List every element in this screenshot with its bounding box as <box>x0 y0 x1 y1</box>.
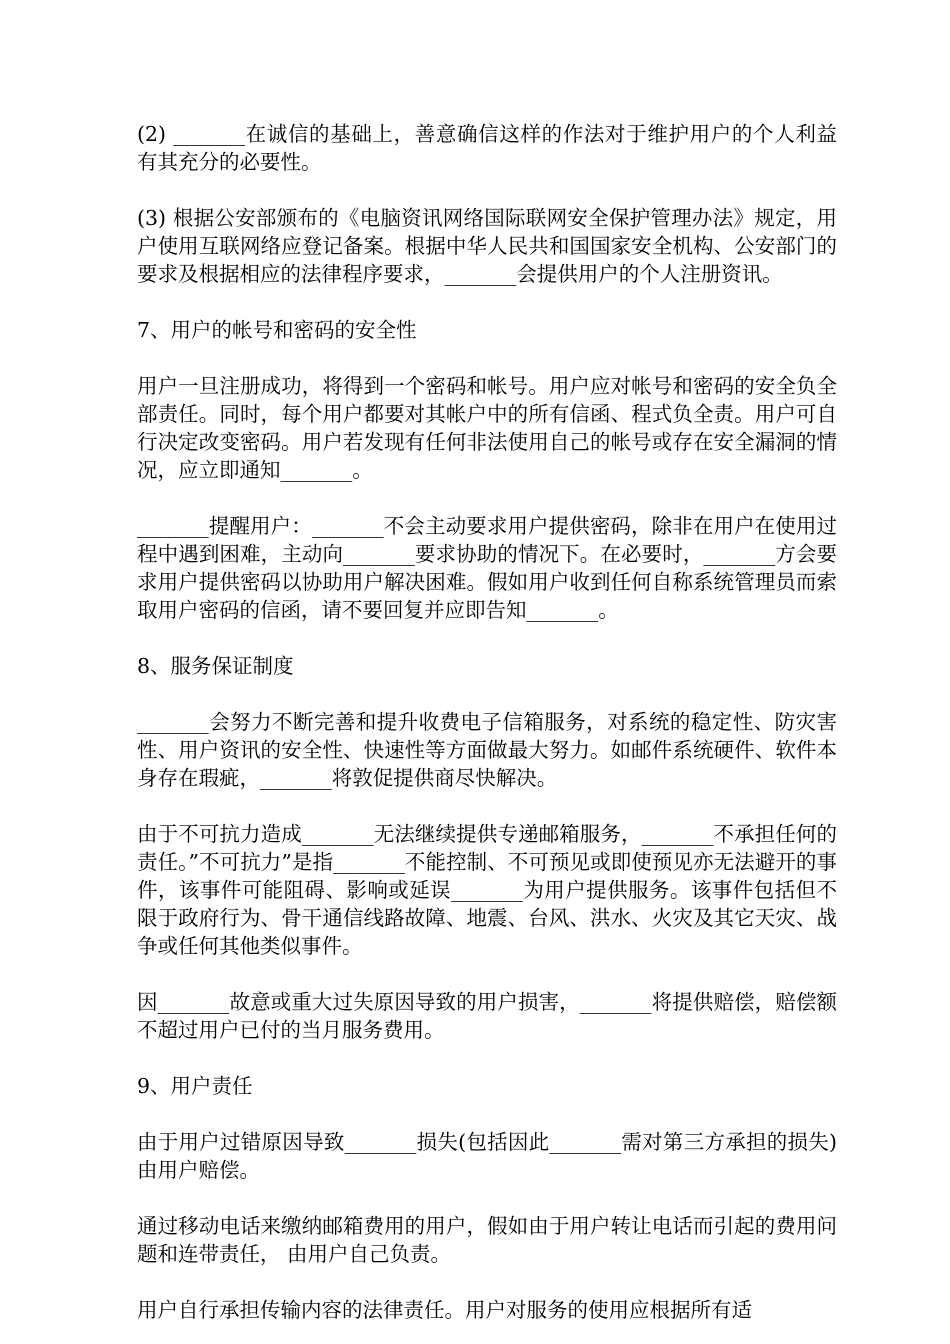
paragraph-mobile-payment: 通过移动电话来缴纳邮箱费用的用户，假如由于用户转让电话而引起的费用问题和连带责任， 由用户自己负责。 <box>137 1214 837 1266</box>
paragraph-content-liability: 用户自行承担传输内容的法律责任。用户对服务的使用应根据所有适 <box>137 1298 752 1322</box>
section-heading-7: 7、用户的帐号和密码的安全性 <box>137 318 417 342</box>
paragraph-user-fault: 由于用户过错原因导致_______损失(包括因此_______需对第三方承担的损失)由用户赔偿。 <box>137 1130 837 1182</box>
paragraph-password-reminder: _______提醒用户：_______不会主动要求用户提供密码，除非在用户在使用过程中遇到困难，主动向_______要求协助的情况下。在必要时，_______方会要求用户提供密码以协助用户解决困难。假如用户收到任何自称系统管理员而索取用户密码的信函，请不要回复并应即告知_______。 <box>137 514 837 622</box>
paragraph-service-improvement: _______会努力不断完善和提升收费电子信箱服务，对系统的稳定性、防灾害性、用户资讯的安全性、快速性等方面做最大努力。如邮件系统硬件、软件本身存在瑕疵，_______将敦促提供商尽快解决。 <box>137 710 837 790</box>
paragraph-force-majeure: 由于不可抗力造成_______无法继续提供专递邮箱服务，_______不承担任何的责任。”不可抗力”是指_______不能控制、不可预见或即使预见亦无法避开的事件，该事件可能阻碍、影响或延误_______为用户提供服务。该事件包括但不限于政府行为、骨干通信线路故障、地震、台风、洪水、火灾及其它天灾、战争或任何其他类似事件。 <box>137 822 837 958</box>
document-page <box>137 120 837 1324</box>
paragraph-compensation: 因_______故意或重大过失原因导致的用户损害，_______将提供赔偿，赔偿额不超过用户已付的当月服务费用。 <box>137 990 837 1042</box>
paragraph-account-security: 用户一旦注册成功，将得到一个密码和帐号。用户应对帐号和密码的安全负全部责任。同时，每个用户都要对其帐户中的所有信函、程式负全责。用户可自行决定改变密码。用户若发现有任何非法使用自己的帐号或存在安全漏洞的情况，应立即通知_______。 <box>137 374 837 482</box>
paragraph-clause-6-3: (3) 根据公安部颁布的《电脑资讯网络国际联网安全保护管理办法》规定，用户使用互联网络应登记备案。根据中华人民共和国国家安全机构、公安部门的要求及根据相应的法律程序要求，_______会提供用户的个人注册资讯。 <box>137 206 837 286</box>
paragraph-clause-6-2: (2) _______在诚信的基础上，善意确信这样的作法对于维护用户的个人利益有其充分的必要性。 <box>137 122 837 174</box>
section-heading-9: 9、用户责任 <box>137 1074 253 1098</box>
section-heading-8: 8、服务保证制度 <box>137 654 294 678</box>
